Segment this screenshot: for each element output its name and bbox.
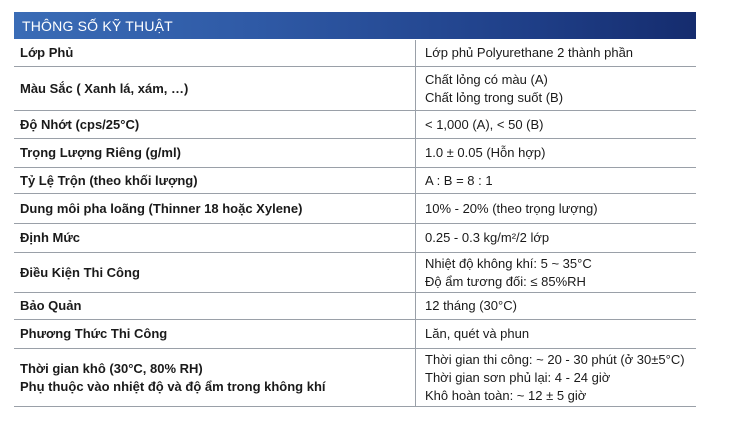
spec-label-cell [14,111,416,138]
spec-label-cell [14,293,416,319]
spec-label-cell [14,139,416,167]
spec-value-cell [417,111,696,138]
spec-label: Bảo Quản [20,298,82,313]
spec-label: Định Mức [20,230,80,245]
spec-row [14,320,696,349]
spec-value-cell [417,224,696,252]
spec-value: Thời gian sơn phủ lại: 4 - 24 giờ [425,369,611,385]
spec-label: Màu Sắc ( Xanh lá, xám, …) [20,80,189,96]
spec-label: Dung môi pha loãng (Thinner 18 hoặc Xylene) [20,200,303,216]
spec-label-cell [14,253,416,292]
spec-value-cell [417,40,696,66]
spec-row [14,293,696,320]
spec-value-cell [417,349,696,406]
spec-row [14,168,696,194]
spec-value: Độ ẩm tương đối: ≤ 85%RH [425,273,586,289]
spec-label: Trọng Lượng Riêng (g/ml) [20,145,181,160]
spec-label-cell [14,40,416,66]
spec-table [14,40,696,407]
spec-label-cell [14,320,416,348]
spec-label-cell [14,349,416,406]
spec-row [14,40,696,67]
spec-label: Độ Nhớt (cps/25°C) [20,116,140,132]
spec-value: A : B = 8 : 1 [425,172,493,188]
spec-value: Khô hoàn toàn: ~ 12 ± 5 giờ [425,387,587,403]
spec-value-cell [417,320,696,348]
spec-label: Phụ thuộc vào nhiệt độ và độ ẩm trong không khí [20,378,326,394]
spec-label: Phương Thức Thi Công [20,326,168,341]
spec-value-cell [417,293,696,319]
spec-value: Lớp phủ Polyurethane 2 thành phần [425,45,634,60]
spec-value-cell [417,253,696,292]
section-header [14,12,696,39]
spec-value: Nhiệt độ không khí: 5 ~ 35°C [425,255,592,271]
spec-label-cell [14,194,416,223]
spec-value-cell [417,139,696,167]
spec-value: Thời gian thi công: ~ 20 - 30 phút (ở 30±5°C) [425,351,685,367]
spec-value: 12 tháng (30°C) [425,298,517,313]
spec-value: < 1,000 (A), < 50 (B) [425,116,544,132]
spec-label: Lớp Phủ [20,45,74,60]
spec-row [14,349,696,407]
spec-label: Thời gian khô (30°C, 80% RH) [20,360,203,376]
spec-row [14,253,696,293]
spec-label: Tỷ Lệ Trộn (theo khối lượng) [20,172,198,188]
spec-row [14,224,696,253]
spec-row [14,139,696,168]
spec-value-cell [417,168,696,193]
spec-label-cell [14,168,416,193]
spec-value: Chất lỏng trong suốt (B) [425,89,564,105]
spec-label-cell [14,67,416,110]
spec-value: Lăn, quét và phun [425,326,530,341]
spec-value: 0.25 - 0.3 kg/m²/2 lớp [425,230,550,245]
spec-row [14,111,696,139]
spec-label: Điều Kiện Thi Công [20,264,140,280]
spec-value: 1.0 ± 0.05 (Hỗn hợp) [425,145,546,160]
spec-value-cell [417,67,696,110]
spec-value-cell [417,194,696,223]
section-title: THÔNG SỐ KỸ THUẬT [22,17,173,34]
spec-row [14,67,696,111]
spec-row [14,194,696,224]
spec-value: 10% - 20% (theo trọng lượng) [425,200,598,216]
spec-value: Chất lỏng có màu (A) [425,71,548,87]
spec-label-cell [14,224,416,252]
